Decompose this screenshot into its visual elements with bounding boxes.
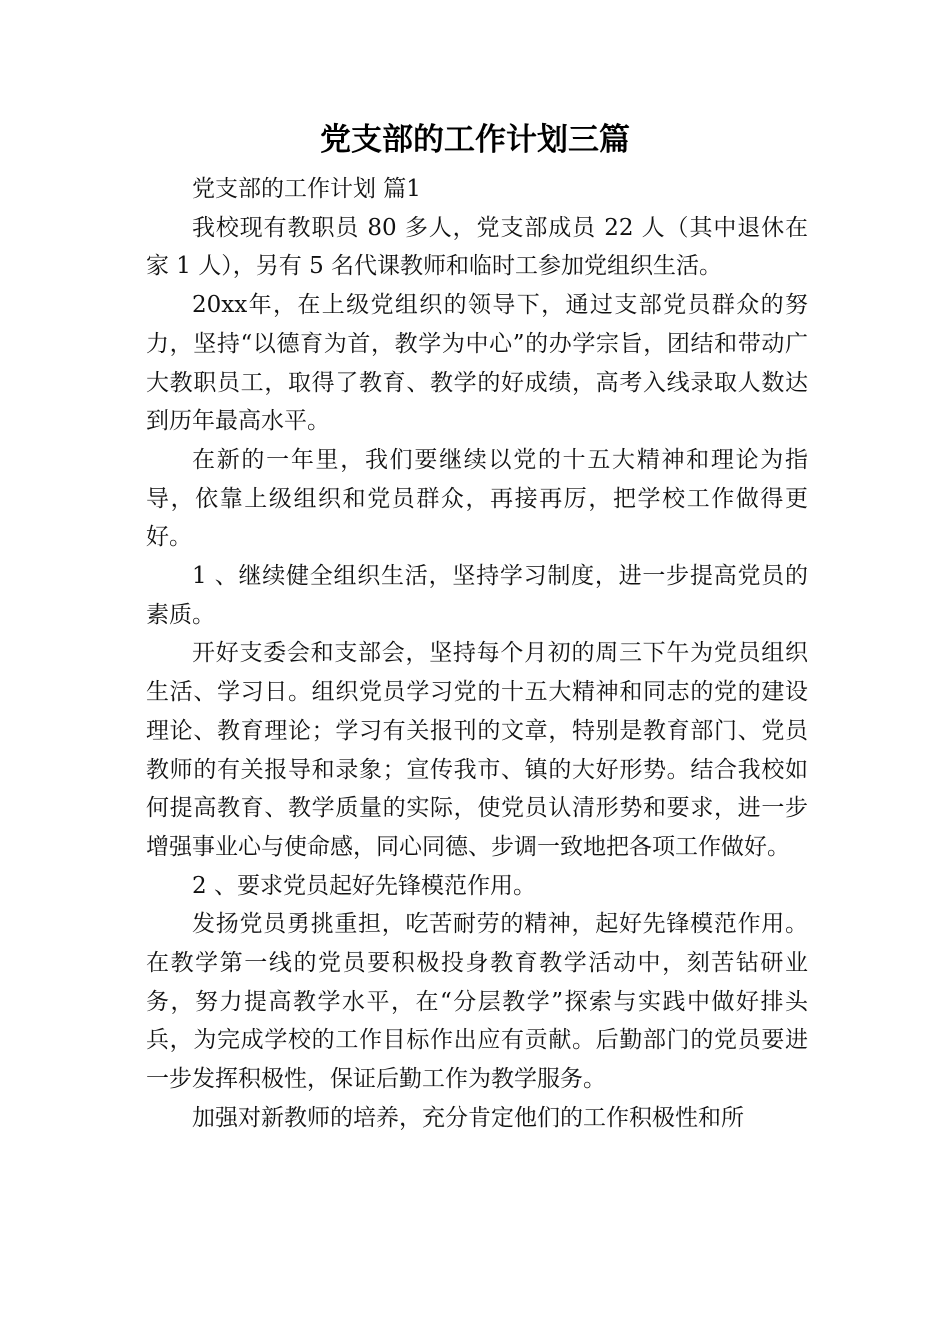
paragraph: 我校现有教职员 80 多人，党支部成员 22 人（其中退休在家 1 人），另有 5 名代课教师和临时工参加党组织生活。 bbox=[146, 214, 808, 280]
document-body bbox=[146, 170, 808, 1138]
paragraph: 开好支委会和支部会，坚持每个月初的周三下午为党员组织生活、学习日。组织党员学习党的十五大精神和同志的党的建设理论、教育理论；学习有关报刊的文章，特别是教育部门、党员教师的有关报导和录象；宣传我市、镇的大好形势。结合我校如何提高教育、教学质量的实际，使党员认清形势和要求，进一步增强事业心与使命感，同心同德、步调一致地把各项工作做好。 bbox=[146, 640, 808, 860]
paragraph: 发扬党员勇挑重担，吃苦耐劳的精神，起好先锋模范作用。在教学第一线的党员要积极投身教育教学活动中，刻苦钻研业务，努力提高教学水平，在“分层教学”探索与实践中做好排头兵，为完成学校的工作目标作出应有贡献。后勤部门的党员要进一步发挥积极性，保证后勤工作为教学服务。 bbox=[146, 911, 808, 1093]
paragraph: 在新的一年里，我们要继续以党的十五大精神和理论为指导，依靠上级组织和党员群众，再接再厉，把学校工作做得更好。 bbox=[146, 446, 808, 551]
paragraph: 20xx年，在上级党组织的领导下，通过支部党员群众的努力，坚持“以德育为首，教学为中心”的办学宗旨，团结和带动广大教职员工，取得了教育、教学的好成绩，高考入线录取人数达到历年最高水平。 bbox=[146, 292, 808, 435]
section-heading: 党支部的工作计划 篇1 bbox=[192, 176, 421, 202]
numbered-item: 1 、继续健全组织生活，坚持学习制度，进一步提高党员的素质。 bbox=[146, 563, 808, 628]
paragraph: 加强对新教师的培养，充分肯定他们的工作积极性和所 bbox=[192, 1104, 744, 1131]
numbered-item: 2 、要求党员起好先锋模范作用。 bbox=[192, 872, 536, 899]
document-title: 党支部的工作计划三篇 bbox=[320, 122, 630, 158]
